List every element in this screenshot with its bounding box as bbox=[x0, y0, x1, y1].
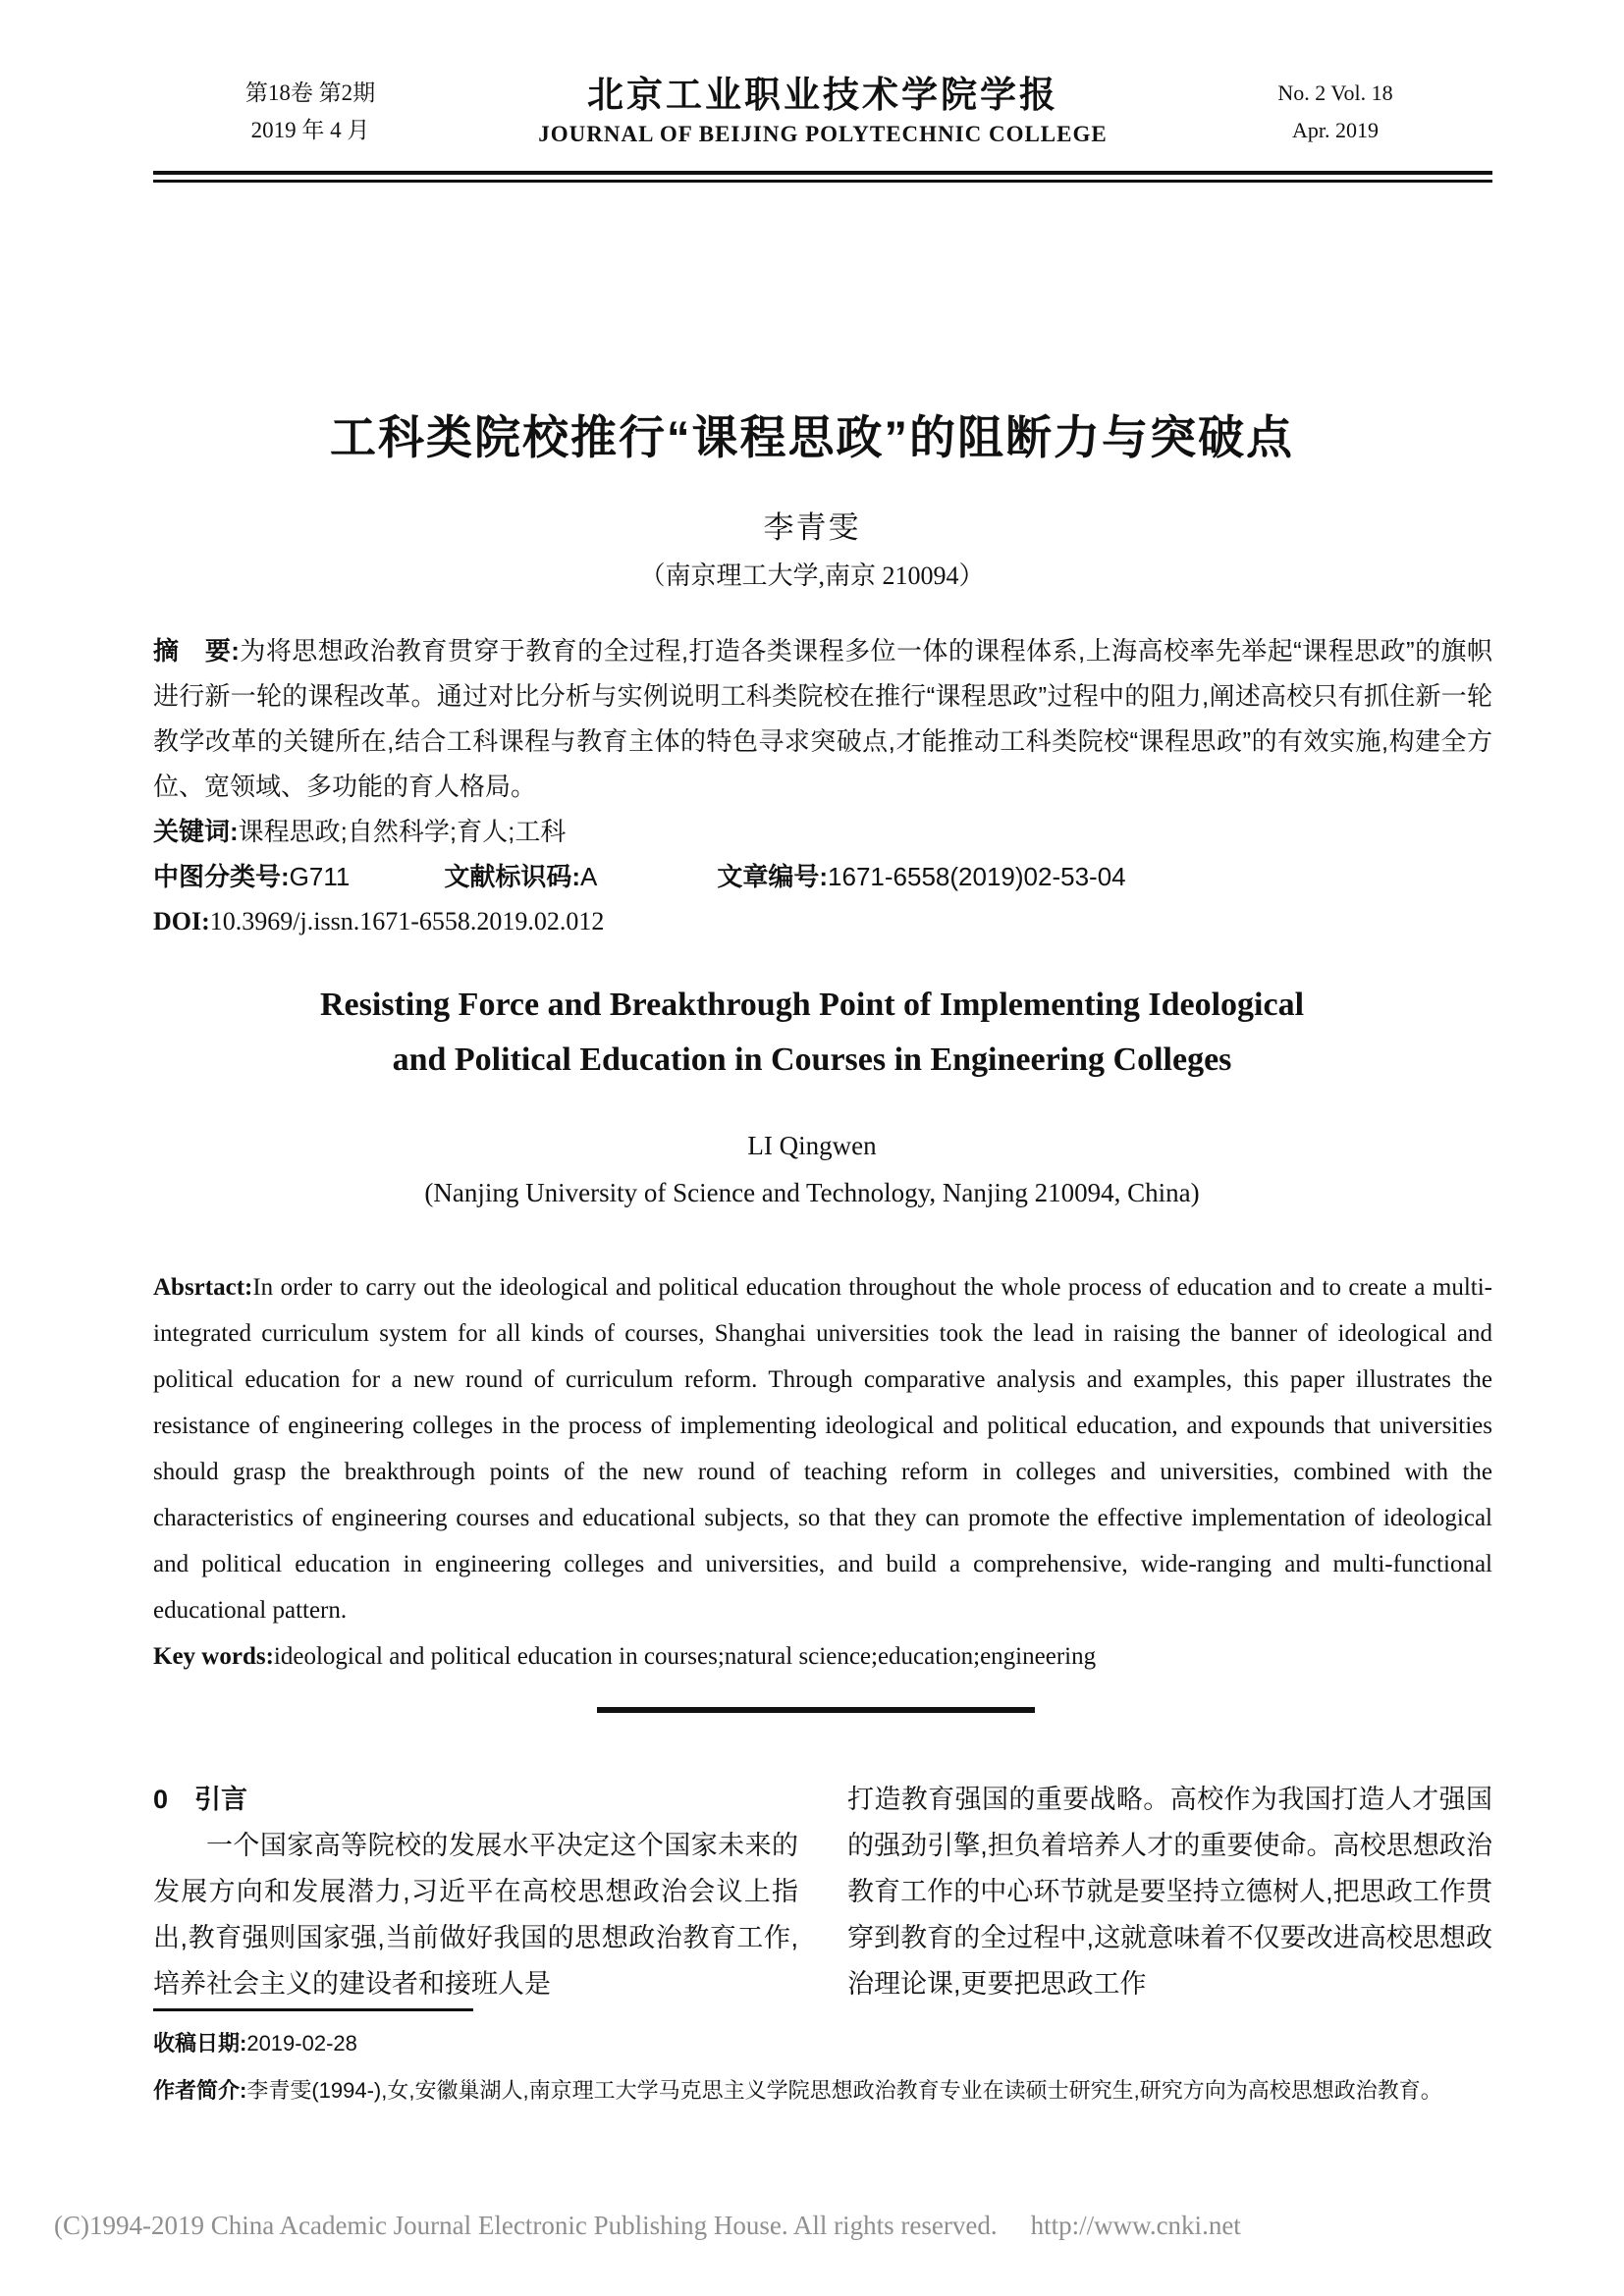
article-title-en-line2: and Political Education in Courses in Engineering Colleges bbox=[392, 1041, 1232, 1078]
author-bio-line bbox=[153, 2071, 1547, 2110]
section-divider-rule bbox=[597, 1707, 1035, 1713]
article-title-en bbox=[0, 978, 1624, 1088]
keywords-zh-line bbox=[153, 809, 1492, 854]
cnki-url: http://www.cnki.net bbox=[1030, 2211, 1241, 2240]
section-heading-introduction: 0 引言 bbox=[153, 1785, 248, 1814]
header-issue-info bbox=[153, 75, 467, 149]
author-name-en: LI Qingwen bbox=[747, 1131, 877, 1160]
author-bio-value: 李青雯(1994-),女,安徽巢湖人,南京理工大学马克思主义学院思想政治教育专业在读硕士研究生,研究方向为高校思想政治教育。 bbox=[246, 2078, 1442, 2103]
clc-value: G711 bbox=[289, 862, 351, 891]
no-vol-label: No. 2 Vol. 18 bbox=[1277, 80, 1393, 105]
volume-issue-label: 第18卷 第2期 bbox=[244, 80, 376, 105]
doi-value: 10.3969/j.issn.1671-6558.2019.02.012 bbox=[209, 907, 605, 935]
body-column-right bbox=[847, 1777, 1492, 2007]
footnote-rule bbox=[153, 2008, 473, 2011]
doi-line bbox=[153, 899, 1492, 944]
received-date-value: 2019-02-28 bbox=[246, 2031, 357, 2056]
article-title-zh: 工科类院校推行“课程思政”的阻断力与突破点 bbox=[330, 411, 1294, 464]
abstract-zh-text: 为将思想政治教育贯穿于教育的全过程,打造各类课程多位一体的课程体系,上海高校率先举起“课程思政”的旗帜进行新一轮的课程改革。通过对比分析与实例说明工科类院校在推行“课程思政”过程中的阻力,阐述高校只有抓住新一轮教学改革的关键所在,结合工科课程与教育主体的特色寻求突破点,才能推动工科类院校“课程思政”的有效实施,构建全方位、宽领域、多功能的育人格局。 bbox=[153, 636, 1492, 801]
header-no-vol-info bbox=[1178, 75, 1492, 149]
received-date-label: 收稿日期: bbox=[153, 2031, 247, 2056]
abstract-en-paragraph bbox=[153, 1264, 1492, 1633]
issue-date-en: Apr. 2019 bbox=[1292, 118, 1379, 142]
abstract-zh-label: 摘 要: bbox=[153, 636, 240, 666]
journal-title-block bbox=[467, 73, 1178, 151]
author-bio-label: 作者简介: bbox=[153, 2078, 247, 2103]
cnki-copyright-line bbox=[54, 2211, 1586, 2241]
keywords-zh-label: 关键词: bbox=[153, 817, 239, 846]
journal-title-en: JOURNAL OF BEIJING POLYTECHNIC COLLEGE bbox=[538, 122, 1108, 146]
abstract-en-text: In order to carry out the ideological and political education throughout the whole process of education and to create a multi-integrated curriculum system for all kinds of courses, Shanghai universities took the lead in raising the banner of ideological and political education for a new round of curriculum reform. Through comparative analysis and examples, this paper illustrates the resistance of engineering colleges in the process of implementing ideological and political education, and expounds that universities should grasp the breakthrough points of the new round of teaching reform in colleges and universities, combined with the characteristics of engineering courses and educational subjects, so that they can promote the effective implementation of ideological and political education in engineering colleges and universities, and build a comprehensive, wide-ranging and multi-functional educational pattern. bbox=[153, 1274, 1492, 1624]
keywords-en-label: Key words: bbox=[153, 1643, 274, 1670]
issue-date-zh: 2019 年 4 月 bbox=[250, 118, 370, 142]
article-title-en-line1: Resisting Force and Breakthrough Point of Implementing Ideological bbox=[319, 987, 1305, 1023]
affiliation-en: (Nanjing University of Science and Technology, Nanjing 210094, China) bbox=[424, 1178, 1200, 1207]
keywords-en-line bbox=[153, 1633, 1492, 1680]
keywords-zh-text: 课程思政;自然科学;育人;工科 bbox=[238, 817, 567, 846]
classification-line bbox=[153, 854, 1492, 899]
abstract-en-label: Absrtact: bbox=[153, 1274, 253, 1301]
clc-label: 中图分类号: bbox=[153, 862, 290, 891]
affiliation-zh: （南京理工大学,南京 210094） bbox=[639, 561, 985, 590]
author-name-zh: 李青雯 bbox=[763, 510, 861, 545]
body-columns bbox=[153, 1777, 1492, 2007]
doc-code-value: A bbox=[580, 862, 598, 891]
copyright-text: (C)1994-2019 China Academic Journal Electronic Publishing House. All rights reserved. bbox=[54, 2211, 998, 2240]
body-paragraph-right: 打造教育强国的重要战略。高校作为我国打造人才强国的强劲引擎,担负着培养人才的重要使命。高校思想政治教育工作的中心环节就是要坚持立德树人,把思政工作贯穿到教育的全过程中,这就意味着不仅要改进高校思想政治理论课,更要把思政工作 bbox=[847, 1785, 1492, 1999]
doc-code-label: 文献标识码: bbox=[444, 862, 581, 891]
english-meta-block bbox=[153, 1264, 1492, 1680]
chinese-meta-block bbox=[153, 628, 1492, 944]
keywords-en-text: ideological and political education in courses;natural science;education;engineering bbox=[273, 1643, 1097, 1670]
abstract-zh-paragraph bbox=[153, 628, 1492, 809]
received-date-line bbox=[153, 2024, 1508, 2063]
journal-header bbox=[153, 73, 1492, 151]
header-divider-rule bbox=[153, 171, 1492, 183]
article-id-label: 文章编号: bbox=[717, 862, 829, 891]
body-column-left bbox=[153, 1777, 798, 2007]
journal-title-zh: 北京工业职业技术学院学报 bbox=[587, 75, 1058, 115]
doi-label: DOI: bbox=[153, 907, 210, 935]
article-id-value: 1671-6558(2019)02-53-04 bbox=[828, 862, 1126, 891]
body-paragraph-left: 一个国家高等院校的发展水平决定这个国家未来的发展方向和发展潜力,习近平在高校思想政治会议上指出,教育强则国家强,当前做好我国的思想政治教育工作,培养社会主义的建设者和接班人是 bbox=[153, 1831, 798, 1999]
